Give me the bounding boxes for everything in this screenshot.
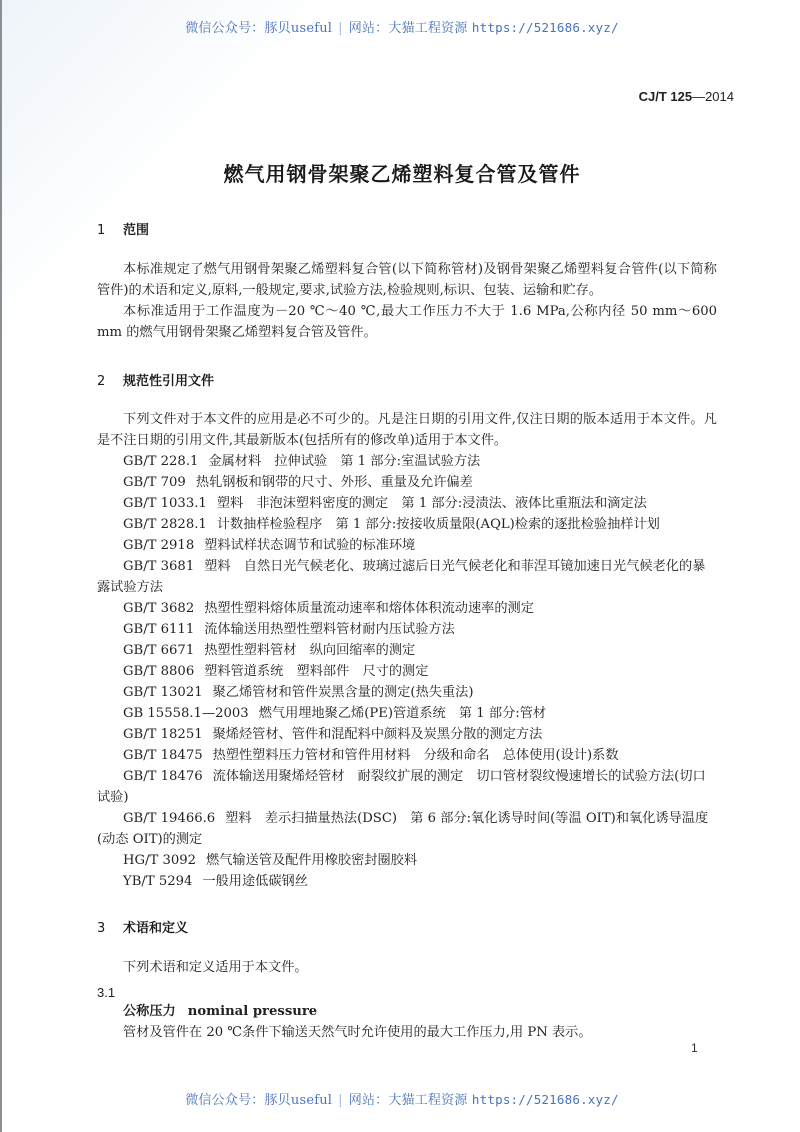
reference-code: GB/T 6671: [123, 643, 195, 658]
reference-item: [97, 556, 717, 598]
reference-item: [97, 514, 717, 535]
section-number: 1: [97, 223, 106, 238]
reference-item: [97, 535, 717, 556]
reference-title: 计数抽样检验程序 第 1 部分:按接收质量限(AQL)检索的逐批检验抽样计划: [216, 517, 660, 532]
watermark-separator: |: [338, 1093, 343, 1108]
reference-code: HG/T 3092: [123, 853, 197, 868]
watermark-site: 网站：大猫工程资源: [348, 1093, 468, 1108]
reference-code: GB/T 6111: [123, 622, 195, 637]
term-entry: [123, 1001, 317, 1022]
standard-code-number: CJ/T 125: [638, 89, 693, 104]
paragraph: 本标准适用于工作温度为－20 ℃～40 ℃,最大工作压力不大于 1.6 MPa,公称内径 50 mm～600 mm 的燃气用钢骨架聚乙烯塑料复合管及管件。: [97, 304, 717, 340]
reference-code: GB 15558.1—2003: [123, 706, 249, 721]
reference-title: 热塑性塑料熔体质量流动速率和熔体体积流动速率的测定: [204, 601, 534, 616]
reference-title: 流体输送用聚烯烃管材 耐裂纹扩展的测定 切口管材裂纹慢速增长的试验方法(切口试验): [97, 769, 706, 805]
section-heading-1: [97, 219, 149, 238]
reference-item: [97, 808, 717, 850]
reference-code: GB/T 18475: [123, 748, 203, 763]
reference-item: [97, 682, 717, 703]
section-number: 3: [97, 921, 106, 936]
reference-title: 热塑性塑料管材 纵向回缩率的测定: [204, 643, 416, 658]
section-title: 术语和定义: [123, 921, 189, 936]
reference-item: [97, 451, 717, 472]
reference-title: 塑料 非泡沫塑料密度的测定 第 1 部分:浸渍法、液体比重瓶法和滴定法: [216, 496, 647, 511]
reference-title: 燃气用埋地聚乙烯(PE)管道系统 第 1 部分:管材: [258, 706, 547, 721]
section-title: 范围: [123, 223, 150, 238]
reference-item: [97, 724, 717, 745]
reference-title: 塑料 差示扫描量热法(DSC) 第 6 部分:氧化诱导时间(等温 OIT)和氧化诱导温度(动态 OIT)的测定: [97, 811, 709, 847]
reference-title: 流体输送用热塑性塑料管材耐内压试验方法: [204, 622, 455, 637]
reference-item: [97, 619, 717, 640]
section-heading-3: [97, 917, 188, 936]
reference-code: GB/T 3681: [123, 559, 195, 574]
reference-code: YB/T 5294: [123, 874, 193, 889]
reference-code: GB/T 709: [123, 475, 186, 490]
reference-title: 塑料 自然日光气候老化、玻璃过滤后日光气候老化和菲涅耳镜加速日光气候老化的暴露试验方法: [97, 559, 706, 595]
reference-item: [97, 745, 717, 766]
watermark-wechat: 微信公众号：豚贝useful: [185, 21, 333, 36]
reference-item: [97, 850, 717, 871]
watermark-separator: |: [338, 21, 343, 36]
section-heading-2: [97, 370, 214, 389]
reference-code: GB/T 13021: [123, 685, 203, 700]
section-number: 2: [97, 374, 106, 389]
section-2-body: [97, 409, 717, 892]
reference-title: 聚烯烃管材、管件和混配料中颜料及炭黑分散的测定方法: [212, 727, 543, 742]
reference-title: 塑料试样状态调节和试验的标准环境: [204, 538, 416, 553]
section-3-body: [97, 957, 717, 978]
watermark-url[interactable]: https://521686.xyz/: [471, 20, 619, 35]
section-1-body: [97, 259, 717, 343]
watermark-bottom: [2, 1089, 800, 1108]
term-english: nominal pressure: [187, 1004, 318, 1019]
section-title: 规范性引用文件: [123, 374, 215, 389]
reference-code: GB/T 18476: [123, 769, 203, 784]
reference-code: GB/T 8806: [123, 664, 195, 679]
reference-code: GB/T 2918: [123, 538, 195, 553]
reference-item: [97, 472, 717, 493]
standard-code-year: —2014: [692, 89, 734, 104]
reference-code: GB/T 3682: [123, 601, 195, 616]
reference-item: [97, 640, 717, 661]
reference-title: 金属材料 拉伸试验 第 1 部分:室温试验方法: [208, 454, 481, 469]
reference-title: 热塑性塑料压力管材和管件用材料 分级和命名 总体使用(设计)系数: [212, 748, 619, 763]
document-title: 燃气用钢骨架聚乙烯塑料复合管及管件: [223, 162, 581, 186]
reference-code: GB/T 2828.1: [123, 517, 207, 532]
reference-code: GB/T 1033.1: [123, 496, 207, 511]
term-definition: 管材及管件在 20 ℃条件下输送天然气时允许使用的最大工作压力,用 PN 表示。: [123, 1025, 592, 1040]
reference-title: 热轧钢板和钢带的尺寸、外形、重量及允许偏差: [195, 475, 473, 490]
standard-code: [639, 89, 734, 104]
reference-code: GB/T 18251: [123, 727, 203, 742]
reference-item: [97, 598, 717, 619]
watermark-url[interactable]: https://521686.xyz/: [471, 1092, 619, 1107]
watermark-site: 网站：大猫工程资源: [348, 21, 468, 36]
reference-title: 一般用途低碳钢丝: [202, 874, 308, 889]
reference-item: [97, 703, 717, 724]
clause-number: 3.1: [97, 985, 116, 1000]
reference-item: [97, 766, 717, 808]
paragraph: 本标准规定了燃气用钢骨架聚乙烯塑料复合管(以下简称管材)及钢骨架聚乙烯塑料复合管件(以下简称管件)的术语和定义,原料,一般规定,要求,试验方法,检验规则,标识、包装、运输和贮存。: [97, 262, 717, 298]
reference-code: GB/T 19466.6: [123, 811, 216, 826]
reference-title: 塑料管道系统 塑料部件 尺寸的测定: [204, 664, 429, 679]
reference-item: [97, 661, 717, 682]
page-number: 1: [691, 1041, 698, 1055]
watermark-top: [2, 17, 800, 36]
watermark-wechat: 微信公众号：豚贝useful: [185, 1093, 333, 1108]
reference-item: [97, 493, 717, 514]
reference-title: 聚乙烯管材和管件炭黑含量的测定(热失重法): [212, 685, 474, 700]
paragraph: 下列术语和定义适用于本文件。: [123, 960, 308, 975]
reference-item: [97, 871, 717, 892]
reference-title: 燃气输送管及配件用橡胶密封圈胶料: [206, 853, 418, 868]
reference-code: GB/T 228.1: [123, 454, 199, 469]
term-chinese: 公称压力: [123, 1004, 176, 1019]
paragraph: 下列文件对于本文件的应用是必不可少的。凡是注日期的引用文件,仅注日期的版本适用于本文件。凡是不注日期的引用文件,其最新版本(包括所有的修改单)适用于本文件。: [97, 412, 717, 448]
